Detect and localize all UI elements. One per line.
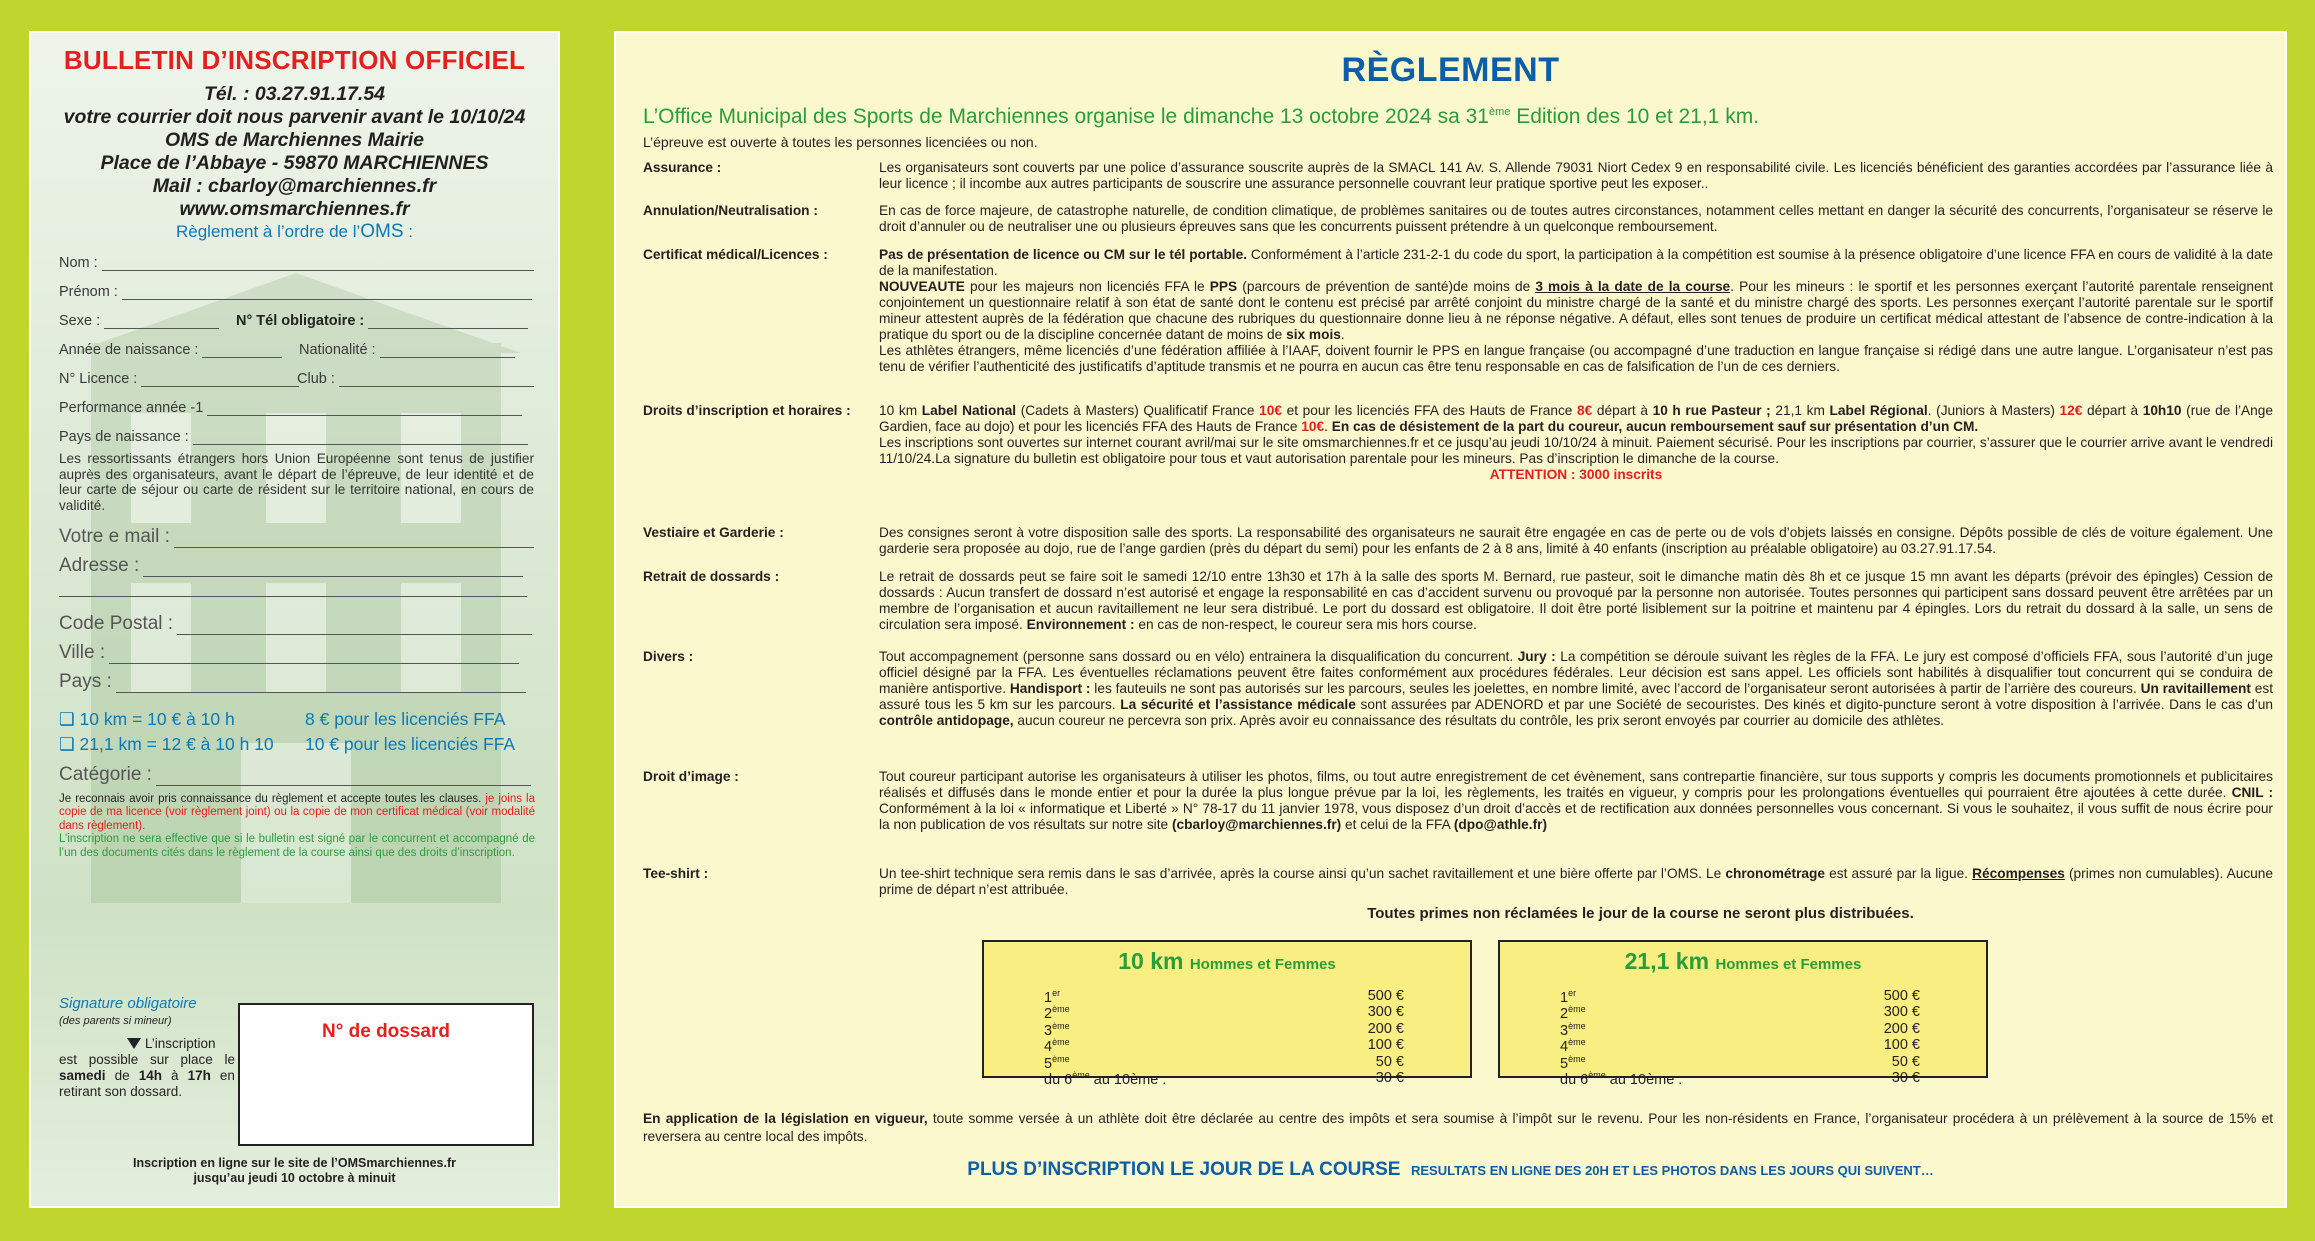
birth-year-field[interactable]: Année de naissance : <box>59 342 282 358</box>
online-registration-text: Inscription en ligne sur le site de l’OMSmarchiennes.fr jusqu’au jeudi 10 octobre à minuit <box>133 1156 456 1185</box>
prize-table-21km: 21,1 km Hommes et Femmes 1er 500 € 2ème 300 € 3ème 200 € 4ème 100 € 5ème 50 € du 6ème au 10ème : 30 € <box>1498 940 1988 1078</box>
section-droits: Droits d’inscription et horaires : 10 km Label National (Cadets à Masters) Qualificatif France 10€ et pour les licenciés FFA des Hauts de France 8€ départ à 10 h rue Pasteur ; 21,1 km Label Régional. (Juniors à Masters) 12€ départ à 10h10 (rue de l’Ange Gardien, face au dojo) et pour les licenciés FFA des Hauts de France 10€. En cas de désistement de la part du coureur, aucun remboursement sauf sur présentation d’un CM. Les inscriptions sont ouvertes sur internet courant avril/mai sur le site omsmarchiennes.fr et ce jusqu’au jeudi 10/10/24 à minuit. Paiement sécurisé. Pour les inscriptions par courrier, s’assurer que le courrier arrive avant le vendredi 11/10/24.La signature du bulletin est obligatoire pour tous et vaut autorisation parentale pour les mineurs. Pas d’inscription le dimanche de la course. ATTENTION : 3000 inscrits <box>643 403 2274 482</box>
section-vestiaire: Vestiaire et Garderie : Des consignes seront à votre disposition salle des sports. La responsabilité des organisateurs ne saurait être engagée en cas de perte ou de vols d’objets laissés en consigne. Dépôts possible de clés de voiture également. Une garderie sera proposée au dojo, rue de l’ange gardien (près du départ du semi) pour les enfants de 2 à 8 ans, limité à 40 enfants (inscription au préalable obligatoire) au 03.27.91.17.54. <box>643 525 2273 556</box>
final-banner: PLUS D’INSCRIPTION LE JOUR DE LA COURSE RESULTATS EN LIGNE DES 20H ET LES PHOTOS DANS LES JOURS QUI SUIVENT… <box>967 1159 1934 1180</box>
city-field[interactable]: Ville : <box>59 642 519 664</box>
category-field[interactable]: Catégorie : <box>59 764 531 786</box>
rules-subintro: L’épreuve est ouverte à toutes les personnes licenciées ou non. <box>643 134 1038 150</box>
performance-field[interactable]: Performance année -1 <box>59 400 522 416</box>
rules-title: RÈGLEMENT <box>1341 51 1560 89</box>
sex-field[interactable]: Sexe : <box>59 313 219 329</box>
website-text: www.omsmarchiennes.fr <box>179 198 410 220</box>
license-field[interactable]: N° Licence : <box>59 371 299 387</box>
email-field[interactable]: Votre e mail : <box>59 526 534 548</box>
section-certificat: Certificat médical/Licences : Pas de présentation de licence ou CM sur le tél portable. Conformément à l’article 231-2-1 du code du sport, la participation à la compétition est soumise à la présence obligatoire d’une licence FFA en cours de validité à la date de la manifestation. NOUVEAUTE pour les majeurs non licenciés FFA le PPS (parcours de prévention de santé)de moins de 3 mois à la date de la course. Pour les mineurs : le sportif et les personnes exerçant l’autorité parentale renseignent conjointement un questionnaire relatif à son état de santé dont le contenu est précisé par arrêté conjoint du ministre chargé de la santé et du ministre chargé des sports. Les personnes exerçant l’autorité parentale sur le sportif mineur attestent auprès de la fédération que chacune des rubriques du questionnaire donne lieu à ne réponse négative. A défaut, elles sont tenues de produire un certificat médical attestant de l’absence de contre-indication à la pratique du sport ou de la discipline concernée datant de moins de six mois. Les athlètes étrangers, même licenciés d’une fédération affiliée à l’IAAF, doivent fournir le PPS en langue française (ou accompagné d’une traduction en langue française si rédigé dans une autre langue. L’organisateur n’est pas tenu de vérifier l’authenticité des justificatifs d’aptitude transmis et ne pourra en aucun cas être tenu responsable en cas de falsification de l’un de ces derniers. <box>643 247 2274 374</box>
section-annulation: Annulation/Neutralisation : En cas de force majeure, de catastrophe naturelle, de condition climatique, de problèmes sanitaires ou de toutes autres circonstances, notamment celles mettant en danger la sécurité des concurrents, l’organisateur se réserve le droit d’annuler ou de neutraliser une ou plusieurs épreuves sans que les concurrents puissent prétendre à un quelconque remboursement. <box>643 203 2273 234</box>
country-field[interactable]: Pays : <box>59 671 526 693</box>
deadline-text: votre courrier doit nous parvenir avant le 10/10/24 <box>63 106 526 128</box>
section-teeshirt: Tee-shirt : Un tee-shirt technique sera remis dans le sas d’arrivée, après la course ainsi qu’un sachet ravitaillement et une bière offerte par l’OMS. Le chronométrage est assuré par la ligue. Récompenses (primes non cumulables). Aucune prime de départ n’est attribuée. <box>643 866 2274 897</box>
postcode-field[interactable]: Code Postal : <box>59 613 532 635</box>
section-retrait: Retrait de dossards : Le retrait de dossards peut se faire soit le samedi 12/10 entre 13h30 et 17h à la salle des sports M. Bernard, rue pasteur, soit le dimanche matin dès 8h et ce jusque 15 mn avant les départs (prévoir des épingles) Cession de dossards : Aucun transfert de dossard n’est autorisé et engage la responsabilité en cas d’accident survenu ou provoqué par la personne non autorisée. Toutes personnes qui participent sans dossard peuvent être arrêtées par un membre de l’organisation et aucun ravitaillement ne leur sera distribué. Le port du dossard est obligatoire. Il doit être porté lisiblement sur la poitrine et maintenu par 4 épingles. Lors du retrait du dossard à la salle, un sens de circulation sera imposé. Environnement : en cas de non-respect, le coureur sera mis hors course. <box>643 569 2273 632</box>
attention-notice: ATTENTION : 3000 inscrits <box>1489 467 1663 482</box>
rules-panel <box>614 31 2287 1208</box>
onsite-registration-text: L’inscription est possible sur place le samedi de 14h à 17h en retirant son dossard. <box>59 1036 235 1099</box>
address-field[interactable]: Adresse : <box>59 555 523 577</box>
signature-sub-label: (des parents si mineur) <box>59 1015 172 1027</box>
payment-order-text: Règlement à l’ordre de l’OMS : <box>176 221 413 242</box>
nationality-field[interactable]: Nationalité : <box>299 342 515 358</box>
address-text: Place de l’Abbaye - 59870 MARCHIENNES <box>100 152 489 174</box>
address-line-2[interactable] <box>59 583 527 597</box>
form-title: BULLETIN D’INSCRIPTION OFFICIEL <box>63 45 526 75</box>
prize-table-10km: 10 km Hommes et Femmes 1er 500 € 2ème 300 € 3ème 200 € 4ème 100 € 5ème 50 € du 6ème au 10ème : 30 € <box>982 940 1472 1078</box>
section-droit-image: Droit d’image : Tout coureur participant autorise les organisateurs à utiliser les photos, films, ou tout autre enregistrement de cet évènement, sans contrepartie financière, sur tous supports y compris les documents promotionnels et publicitaires réalisés et diffusés dans le monde entier et pour la durée la plus longue prévue par la loi, les règlements, les traités en vigueur, y compris pour les prolongations éventuelles qui pourraient être ajoutées à cette durée. CNIL : Conformément à la loi « informatique et Liberté » N° 78-17 du 11 janvier 1978, vous disposez d’un droit d’accès et de rectification aux données personnelles vous concernant. Si vous le souhaitez, il vous suffit de nous écrire pour la non publication de vos résultats sur notre site (cbarloy@marchiennes.fr) et celui de la FFA (dpo@athle.fr) <box>643 769 2274 832</box>
email-text: Mail : cbarloy@marchiennes.fr <box>152 175 437 197</box>
foreign-notice: Les ressortissants étrangers hors Union Européenne sont tenus de justifier auprès des organisateurs, avant le départ de l’épreuve, de leur identité et de leur carte de séjour ou carte de résident sur le territoire national, en cours de validité. <box>59 451 534 513</box>
firstname-field[interactable]: Prénom : <box>59 284 532 300</box>
phone-field[interactable]: N° Tél obligatoire : <box>236 313 528 329</box>
organizer-text: OMS de Marchiennes Mairie <box>165 129 424 151</box>
registration-form-panel: BULLETIN D’INSCRIPTION OFFICIEL Tél. : 03.27.91.17.54 votre courrier doit nous parvenir avant le 10/10/24 OMS de Marchiennes Mairie Place de l’Abbaye - 59870 MARCHIENNES Mail : cbarloy@marchiennes.fr www.omsmarchiennes.fr Règlement à l’ordre de l’OMS : Nom : Prénom : Sexe : N° Tél obligatoire : Année de naissance : Nationalité : N° Licence : Club : Performance année -1 Pays de naissance : Les ressortissants étrangers hors Union Européenne sont tenus de justifier auprès des organisateurs, avant le départ de l’épreuve, de leur identité et de leur carte de séjour ou carte de résident sur le territoire national, en cours de validité. Votre e mail : Adresse : Code Postal : Ville : Pays : ❑ 10 km = 10 € à 10 h 8 € pour les licenciés FFA ❑ 21,1 km = 12 € à 10 h 10 10 € pour les licenciés FFA Catégorie : Je reconnais avoir pris connaissance du règlement et accepte toutes les clauses. je joins la copie de ma licence (voir règlement joint) ou la copie de mon certificat médical (voir modalité dans règlement). L’inscription ne sera effective que si le bulletin est signé par le concurrent et accompagné de l’un des documents cités dans le règlement de la course ainsi que des droits d’inscription. Signature obligatoire (des parents si mineur) L’inscription est possible sur place le samedi de 14h à 17h en retirant son dossard. N° de dossard Inscription en ligne sur le site de l’OMSmarchiennes.fr jusqu’au jeudi 10 octobre à minuit <box>29 31 560 1208</box>
clauses-text: Je reconnais avoir pris connaissance du règlement et accepte toutes les clauses. je joins la copie de ma licence (voir règlement joint) ou la copie de mon certificat médical (voir modalité dans règlement). L’inscription ne sera effective que si le bulletin est signé par le concurrent et accompagné de l’un des documents cités dans le règlement de la course ainsi que des droits d’inscription. <box>59 793 535 859</box>
rules-intro: L’Office Municipal des Sports de Marchiennes organise le dimanche 13 octobre 2024 sa 31ème Edition des 10 et 21,1 km. <box>643 105 1760 128</box>
birth-country-field[interactable]: Pays de naissance : <box>59 429 528 445</box>
section-assurance: Assurance : Les organisateurs sont couverts par une police d’assurance souscrite auprès de la SMACL 141 Av. S. Allende 79031 Niort Cedex 9 en responsabilité civile. Les licenciés bénéficient des garanties accordées par l’assurance liée à leur licence ; il incombe aux autres participants de souscrire une assurance personnelle couvrant leur pratique sportive peut les exposer.. <box>643 160 2273 191</box>
section-divers: Divers : Tout accompagnement (personne sans dossard ou en vélo) entrainera la disqualification du concurrent. Jury : La compétition se déroule suivant les règles de la FFA. Le jury est composé d’officiels FFA, sous l’autorité d’un juge officiel désigné par la FFA. Les éventuelles réclamations peuvent être faites conformément aux procédures fédérales. Leur décision est sans appel. Les officiels sont habilités à disqualifier tout concurrent qui se conduira de manière antisportive. Handisport : les fauteuils ne sont pas autorisés sur les parcours, seules les joelettes, en nombre limité, avec l’accord de l’organisateur seront autorisées à partir de l’arrière des coureurs. Un ravitaillement est assuré tous les 5 km sur les parcours. La sécurité et l’assistance médicale sont assurées par ADENORD et par une Société de secouristes. Des kinés et digito-puncture seront à votre disposition à l’arrivée. Dans le cas d’un contrôle antidopage, aucun coureur ne percevra son prix. Après avoir eu connaissance des résultats du contrôle, les prix seront envoyés par courrier au domicile des athlètes. <box>643 649 2273 728</box>
name-field[interactable]: Nom : <box>59 255 534 271</box>
signature-label: Signature obligatoire <box>59 995 197 1012</box>
tax-legal-text: En application de la législation en vigueur, toute somme versée à un athlète doit être déclarée au centre des impôts et sera soumise à l’impôt sur le revenu. Pour les non-résidents en France, l’organisateur procédera à un prélèvement à la source de 15% et reversera au centre local des impôts. <box>643 1111 2273 1144</box>
club-field[interactable]: Club : <box>297 371 534 387</box>
bib-number-box[interactable]: N° de dossard <box>238 1003 534 1146</box>
phone-text: Tél. : 03.27.91.17.54 <box>203 83 386 105</box>
contact-block <box>31 83 558 221</box>
primes-note: Toutes primes non réclamées le jour de la course ne seront plus distribuées. <box>1367 905 1914 922</box>
